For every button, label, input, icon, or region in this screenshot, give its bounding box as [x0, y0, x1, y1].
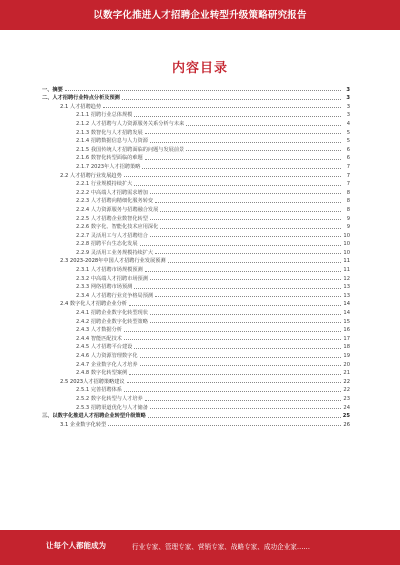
toc-entry-label: 2.1.2 人才招聘与人力资源服务关系分析与未来: [76, 120, 185, 127]
toc-leader-dots: [108, 425, 341, 426]
toc-entry-page: 17: [343, 335, 350, 342]
toc-entry-label: 2.2.1 行业规模持续扩大: [76, 181, 133, 188]
toc-entry[interactable]: [42, 204, 350, 213]
toc-entry-page: 14: [343, 310, 350, 317]
toc-entry-label: 2.2.6 数字化、智能化技术应用深化: [76, 224, 159, 231]
toc-leader-dots: [186, 150, 341, 151]
toc-leader-dots: [124, 176, 341, 177]
toc-entry[interactable]: [42, 359, 350, 368]
toc-leader-dots: [65, 90, 341, 91]
toc-entry-page: 13: [343, 284, 350, 291]
toc-entry-label: 2.2.3 人才招聘向精细化服务转变: [76, 198, 154, 205]
toc-entry-label: 三、以数字化推进人才招聘企业转型升级策略: [42, 413, 146, 420]
toc-leader-dots: [140, 357, 341, 358]
toc-entry[interactable]: [42, 170, 350, 179]
toc-entry-page: 4: [346, 120, 350, 127]
toc-entry-page: 22: [343, 387, 350, 394]
toc-entry-page: 3: [346, 103, 350, 110]
toc-entry[interactable]: [42, 273, 350, 282]
toc-entry-page: 8: [346, 198, 350, 205]
toc-entry[interactable]: [42, 213, 350, 222]
toc-entry-label: 2.3.1 人才招聘市场规模预测: [76, 267, 143, 274]
footer-tagline: 行业专家、管理专家、营销专家、战略专家、成功企业家……: [132, 543, 311, 551]
toc-leader-dots: [155, 296, 341, 297]
toc-entry-page: 5: [346, 129, 350, 136]
toc-entry-page: 6: [346, 155, 350, 162]
toc-entry-label: 2.3.3 网络招聘市场预测: [76, 284, 133, 291]
toc-entry-page: 7: [346, 181, 350, 188]
toc-entry[interactable]: [42, 101, 350, 110]
toc-leader-dots: [150, 236, 341, 237]
toc-leader-dots: [103, 107, 341, 108]
toc-leader-dots: [150, 408, 341, 409]
toc-entry[interactable]: [42, 290, 350, 299]
toc-entry-page: 9: [346, 215, 350, 222]
toc-entry-page: 12: [343, 275, 350, 282]
toc-entry-label: 2.4 数字化人才招聘企业分析: [60, 301, 127, 308]
toc-leader-dots: [150, 219, 341, 220]
toc-entry[interactable]: [42, 230, 350, 239]
toc-leader-dots: [150, 193, 341, 194]
toc-leader-dots: [145, 400, 341, 401]
toc-entry[interactable]: [42, 299, 350, 308]
toc-entry-page: 7: [346, 172, 350, 179]
toc-entry-label: 一、摘要: [42, 86, 63, 93]
toc-leader-dots: [122, 99, 341, 100]
toc-leader-dots: [168, 262, 341, 263]
toc-entry-label: 2.2.4 人力资源服务与招聘融合发展: [76, 206, 159, 213]
toc-entry-label: 2.4.5 人才招聘平台建设: [76, 344, 133, 351]
toc-entry-label: 2.1.5 我国传统人才招聘面临的问题与发展前景: [76, 146, 185, 153]
toc-entry[interactable]: [42, 110, 350, 119]
toc-entry-page: 19: [343, 353, 350, 359]
toc-title: 内容目录: [171, 61, 228, 76]
toc-entry[interactable]: [42, 144, 350, 153]
toc-entry[interactable]: [42, 256, 350, 265]
toc-entry-page: 5: [346, 138, 350, 145]
toc-leader-dots: [150, 314, 341, 315]
toc-entry[interactable]: [42, 127, 350, 136]
toc-leader-dots: [134, 348, 341, 349]
toc-entry-label: 2.1.7 2023年人才招聘策略: [76, 163, 141, 170]
toc-entry[interactable]: [42, 316, 350, 325]
toc-entry-label: 2.4.7 企业数字化人才培养: [76, 361, 138, 368]
toc-entry-label: 3.1 企业数字化转型: [60, 421, 107, 428]
toc-entry-page: 6: [346, 146, 350, 153]
toc-leader-dots: [142, 168, 341, 169]
toc-entry[interactable]: [42, 264, 350, 273]
toc-entry[interactable]: [42, 402, 350, 411]
toc-entry-label: 2.3.4 人才招聘行业竞争格局预测: [76, 292, 154, 299]
toc-leader-dots: [127, 382, 341, 383]
toc-entry-label: 2.4.6 人力资源管理数字化: [76, 353, 138, 359]
footer-slogan: 让每个人都能成为: [46, 541, 106, 550]
toc-entry-page: 11: [343, 267, 350, 274]
toc-entry-label: 2.1.6 数智化转型面临的难题: [76, 155, 143, 162]
toc-entry[interactable]: [42, 118, 350, 127]
toc-entry-label: 2.2.2 中高端人才招聘需求增加: [76, 189, 148, 196]
toc-entry[interactable]: [42, 161, 350, 170]
toc-entry-page: 14: [343, 301, 350, 308]
toc-leader-dots: [160, 211, 341, 212]
toc-entry-label: 2.4.3 人才数据分析: [76, 327, 122, 334]
toc-entry-page: 13: [343, 292, 350, 299]
toc-entry[interactable]: [42, 368, 350, 377]
toc-entry-label: 2.4.8 数字化转型案例: [76, 370, 128, 377]
toc-leader-dots: [150, 322, 341, 323]
toc-entry-label: 2.2.5 人才招聘企业数智化转型: [76, 215, 148, 222]
toc-entry[interactable]: [42, 153, 350, 162]
toc-entry[interactable]: [42, 93, 350, 102]
toc-entry[interactable]: [42, 411, 350, 420]
toc-entry-page: 10: [343, 241, 350, 248]
table-of-contents: [42, 84, 350, 428]
toc-entry-label: 2.2.7 灵活用工与人才招聘结合: [76, 232, 148, 239]
toc-leader-dots: [148, 417, 341, 418]
toc-leader-dots: [124, 391, 341, 392]
toc-leader-dots: [134, 185, 341, 186]
toc-entry-label: 2.5 2023人才招聘策略建议: [60, 378, 125, 385]
toc-entry[interactable]: [42, 376, 350, 385]
toc-entry-page: 24: [343, 404, 350, 411]
toc-entry[interactable]: [42, 282, 350, 291]
toc-leader-dots: [145, 271, 341, 272]
toc-entry-label: 2.1 人才招聘趋势: [60, 103, 102, 110]
toc-entry-page: 9: [346, 224, 350, 231]
toc-entry[interactable]: [42, 239, 350, 248]
toc-entry-page: 23: [343, 395, 350, 402]
toc-leader-dots: [186, 125, 341, 126]
toc-entry-label: 二、人才招聘行业特点分析及预测: [42, 95, 120, 102]
toc-entry-page: 16: [343, 327, 350, 334]
toc-entry-label: 2.2.8 招聘平台生态化发展: [76, 241, 138, 248]
toc-entry[interactable]: [42, 325, 350, 334]
toc-entry[interactable]: [42, 385, 350, 394]
toc-entry[interactable]: [42, 342, 350, 351]
toc-leader-dots: [145, 133, 341, 134]
toc-entry-label: 2.5.3 招聘渠道优化与人才储备: [76, 404, 148, 411]
toc-leader-dots: [155, 202, 341, 203]
toc-entry-page: 8: [346, 189, 350, 196]
toc-entry-label: 2.3.2 中高端人才招聘市场预测: [76, 275, 148, 282]
toc-entry-page: 20: [343, 361, 350, 368]
toc-entry-page: 3: [346, 112, 350, 119]
toc-entry[interactable]: [42, 84, 350, 93]
toc-entry-label: 2.3 2023-2028年中国人才招聘行业发展预测: [60, 258, 166, 265]
toc-entry-label: 2.5.2 数字化转型与人才培养: [76, 395, 143, 402]
toc-entry-label: 2.4.1 招聘企业数字化转型现状: [76, 310, 148, 317]
toc-entry-label: 2.1.3 数智化与人才招聘发展: [76, 129, 143, 136]
toc-entry-page: 15: [343, 318, 350, 325]
toc-leader-dots: [145, 159, 341, 160]
toc-entry-page: 7: [346, 163, 350, 170]
toc-leader-dots: [129, 374, 341, 375]
toc-entry-label: 2.2.9 灵活用工业务规模持续扩大: [76, 249, 154, 256]
toc-leader-dots: [129, 305, 341, 306]
toc-entry[interactable]: [42, 196, 350, 205]
toc-entry-label: 2.4.2 招聘企业数字化转型策略: [76, 318, 148, 325]
toc-entry-page: 21: [343, 370, 350, 377]
toc-leader-dots: [124, 331, 341, 332]
toc-entry[interactable]: [42, 179, 350, 188]
toc-entry-page: 26: [343, 421, 350, 428]
toc-entry-page: 10: [343, 249, 350, 256]
toc-entry-label: 2.1.1 招聘行业总体规模: [76, 112, 133, 119]
toc-leader-dots: [155, 253, 341, 254]
toc-leader-dots: [134, 288, 341, 289]
toc-leader-dots: [150, 279, 341, 280]
toc-entry-page: 18: [343, 344, 350, 351]
toc-entry[interactable]: [42, 333, 350, 342]
toc-leader-dots: [124, 339, 341, 340]
toc-entry-label: 2.1.4 招聘数据信息与人力资源: [76, 138, 148, 145]
toc-entry-page: 8: [346, 206, 350, 213]
toc-entry[interactable]: [42, 419, 350, 428]
toc-entry[interactable]: [42, 307, 350, 316]
toc-leader-dots: [140, 365, 341, 366]
toc-entry-label: 2.2 人才招聘行业发展趋势: [60, 172, 122, 179]
toc-entry-label: 2.5.1 完善招聘体系: [76, 387, 122, 394]
toc-leader-dots: [140, 245, 341, 246]
toc-entry[interactable]: [42, 222, 350, 231]
toc-entry-page: 10: [343, 232, 350, 239]
toc-entry-page: 3: [346, 95, 350, 102]
toc-entry-page: 11: [343, 258, 350, 265]
toc-entry[interactable]: [42, 393, 350, 402]
toc-leader-dots: [160, 228, 341, 229]
toc-leader-dots: [150, 142, 341, 143]
toc-entry-label: 2.4.4 智能匹配技术: [76, 335, 122, 342]
toc-entry-page: 22: [343, 378, 350, 385]
toc-leader-dots: [134, 116, 341, 117]
toc-entry[interactable]: [42, 187, 350, 196]
report-title: 以数字化推进人才招聘企业转型升级策略研究报告: [93, 10, 307, 21]
toc-entry-page: 25: [342, 413, 350, 420]
toc-entry[interactable]: [42, 247, 350, 256]
toc-entry-page: 3: [346, 86, 350, 93]
toc-entry[interactable]: [42, 350, 350, 359]
toc-entry[interactable]: [42, 136, 350, 145]
